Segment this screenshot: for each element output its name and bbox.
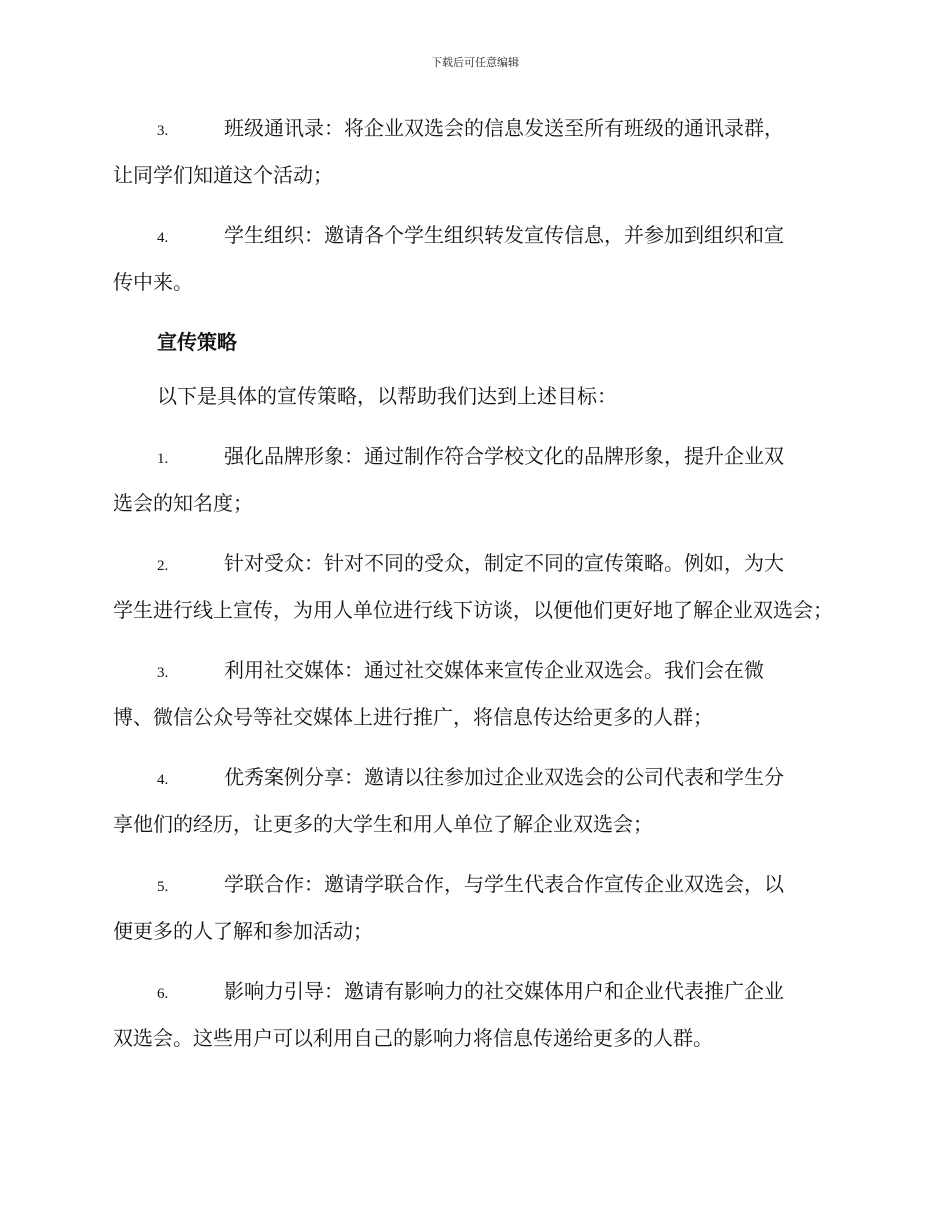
list-item-text-rest: 双选会。这些用户可以利用自己的影响力将信息传递给更多的人群。 xyxy=(113,1026,713,1050)
list-item-text-rest: 便更多的人了解和参加活动； xyxy=(113,919,373,943)
list-item xyxy=(113,969,837,1060)
list-item-number: 6. xyxy=(157,986,169,1002)
list-item-text-first: 班级通讯录：将企业双选会的信息发送至所有班级的通讯录群， xyxy=(224,116,784,140)
list-item-text-first: 强化品牌形象：通过制作符合学校文化的品牌形象，提升企业双 xyxy=(224,444,784,468)
list-item-text-rest: 享他们的经历，让更多的大学生和用人单位了解企业双选会； xyxy=(113,812,653,836)
document-body xyxy=(113,106,837,1076)
list-item xyxy=(113,648,837,739)
list-item-text-first: 针对受众：针对不同的受众，制定不同的宣传策略。例如，为大 xyxy=(224,551,784,575)
list-item-text-first: 利用社交媒体：通过社交媒体来宣传企业双选会。我们会在微 xyxy=(224,658,764,682)
list-item xyxy=(113,434,837,525)
list-item-number: 4. xyxy=(157,230,169,246)
list-item-text-rest: 学生进行线上宣传，为用人单位进行线下访谈，以便他们更好地了解企业双选会； xyxy=(113,598,833,622)
list-item-text-rest: 让同学们知道这个活动； xyxy=(113,163,333,187)
list-item-text-rest: 博、微信公众号等社交媒体上进行推广，将信息传达给更多的人群； xyxy=(113,705,713,729)
list-item-number: 1. xyxy=(157,451,169,467)
page-header-note: 下载后可任意编辑 xyxy=(431,56,519,69)
section-heading: 宣传策略 xyxy=(157,330,237,354)
list-item xyxy=(113,541,837,632)
list-item-text-rest: 传中来。 xyxy=(113,270,193,294)
list-item-number: 4. xyxy=(157,772,169,788)
list-item-number: 3. xyxy=(157,665,169,681)
list-item xyxy=(113,106,837,197)
list-item-text-first: 影响力引导：邀请有影响力的社交媒体用户和企业代表推广企业 xyxy=(224,979,784,1003)
list-item-text-first: 优秀案例分享：邀请以往参加过企业双选会的公司代表和学生分 xyxy=(224,765,784,789)
list-item-text-rest: 选会的知名度； xyxy=(113,491,253,515)
list-item-number: 5. xyxy=(157,879,169,895)
list-item-text-first: 学生组织：邀请各个学生组织转发宣传信息，并参加到组织和宣 xyxy=(224,223,784,247)
list-item xyxy=(113,755,837,846)
list-item-number: 3. xyxy=(157,123,169,139)
section-intro: 以下是具体的宣传策略，以帮助我们达到上述目标： xyxy=(157,384,617,408)
list-item xyxy=(113,862,837,953)
list-item xyxy=(113,213,837,304)
list-item-number: 2. xyxy=(157,558,169,574)
list-item-text-first: 学联合作：邀请学联合作，与学生代表合作宣传企业双选会，以 xyxy=(224,872,784,896)
